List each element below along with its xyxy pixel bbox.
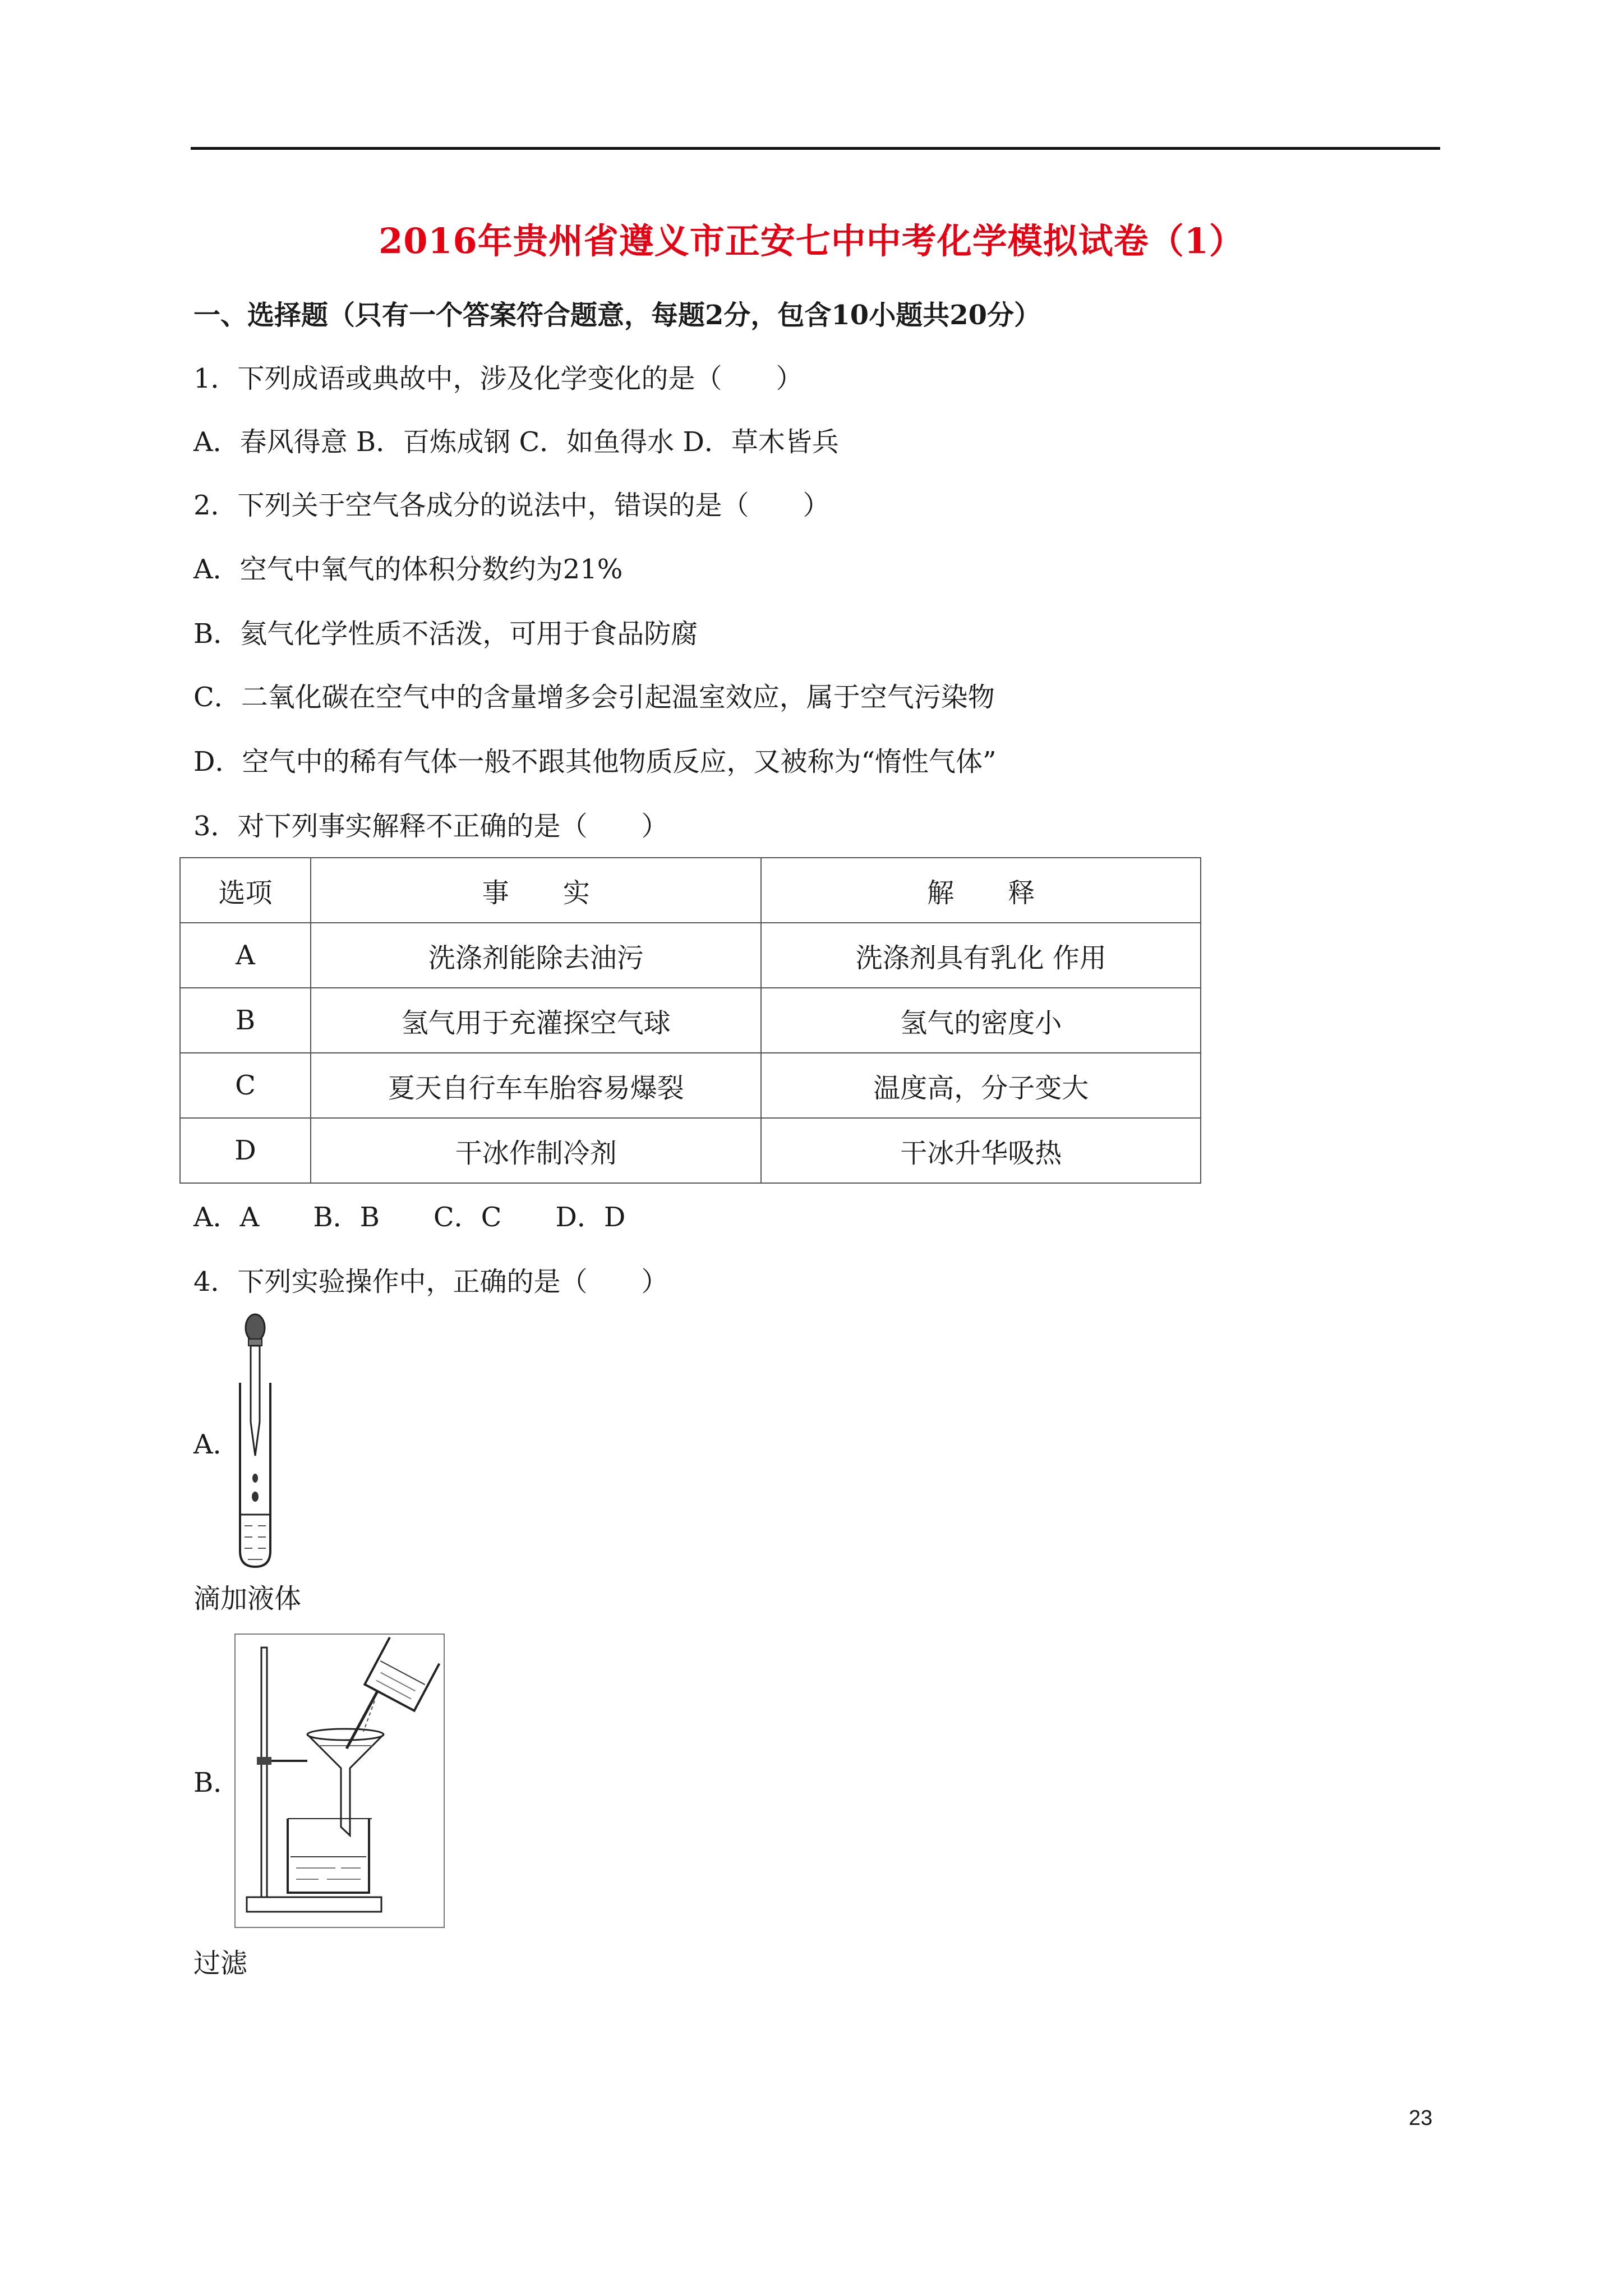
table-header-cell: 选项 — [180, 858, 311, 923]
q2-option-c: C．二氧化碳在空气中的含量增多会引起温室效应，属于空气污染物 — [193, 682, 995, 713]
table-cell: B — [180, 988, 311, 1053]
table-header-row — [180, 858, 1201, 923]
table-cell: C — [180, 1053, 311, 1118]
table-cell: 氢气的密度小 — [761, 988, 1201, 1053]
table-header-cell: 事 实 — [311, 858, 761, 923]
table-cell: 洗涤剂能除去油污 — [311, 923, 761, 988]
table-cell: A — [180, 923, 311, 988]
stand-base — [247, 1897, 381, 1912]
q1-stem: 1．下列成语或典故中，涉及化学变化的是（ ） — [193, 363, 803, 394]
table-row — [180, 1053, 1201, 1118]
q3-table — [179, 857, 1201, 1184]
beaker-liquid-hatching — [296, 1868, 361, 1879]
section-heading: 一、选择题（只有一个答案符合题意，每题2分，包含10小题共20分） — [193, 300, 1041, 331]
liquid-drop — [252, 1492, 259, 1502]
q2-option-a: A．空气中氧气的体积分数约为21% — [193, 554, 623, 585]
dropper-collar — [248, 1339, 262, 1346]
q3-options: A．A B．B C．C D．D — [193, 1202, 626, 1233]
page-number: 23 — [1409, 2106, 1433, 2130]
funnel-rim — [307, 1729, 384, 1740]
q4-option-b-caption: 过滤 — [193, 1948, 248, 1979]
q2-option-d: D．空气中的稀有气体一般不跟其他物质反应，又被称为“惰性气体” — [193, 746, 997, 777]
q3-stem: 3．对下列事实解释不正确的是（ ） — [193, 811, 668, 842]
table-row — [180, 923, 1201, 988]
table-cell: 夏天自行车车胎容易爆裂 — [311, 1053, 761, 1118]
stand-rod — [261, 1648, 267, 1897]
dropper-glass — [251, 1346, 260, 1456]
table-cell: 氢气用于充灌探空气球 — [311, 988, 761, 1053]
dropper-bulb — [246, 1314, 265, 1341]
q2-option-b: B．氦气化学性质不活泼，可用于食品防腐 — [193, 618, 698, 650]
q4-option-a-caption: 滴加液体 — [193, 1583, 302, 1614]
table-row — [180, 1118, 1201, 1183]
table-cell: 洗涤剂具有乳化 作用 — [761, 923, 1201, 988]
table-cell: 干冰作制冷剂 — [311, 1118, 761, 1183]
liquid-hatching — [245, 1526, 266, 1559]
funnel — [307, 1734, 384, 1835]
dropper-test-tube-figure — [230, 1310, 280, 1571]
page-title: 2016年贵州省遵义市正安七中中考化学模拟试卷（1） — [379, 220, 1244, 261]
header-rule — [191, 147, 1440, 150]
table-cell: 温度高，分子变大 — [761, 1053, 1201, 1118]
table-cell: 干冰升华吸热 — [761, 1118, 1201, 1183]
pouring-beaker — [365, 1637, 439, 1711]
q4-stem: 4．下列实验操作中，正确的是（ ） — [193, 1266, 668, 1297]
liquid-drop — [252, 1474, 258, 1483]
q4-option-a-label: A． — [193, 1429, 240, 1460]
q4-option-b-label: B． — [193, 1767, 241, 1798]
q1-options: A．春风得意 B．百炼成钢 C．如鱼得水 D．草木皆兵 — [193, 426, 839, 458]
table-row — [180, 988, 1201, 1053]
table-header-cell: 解 释 — [761, 858, 1201, 923]
table-cell: D — [180, 1118, 311, 1183]
clamp — [257, 1757, 271, 1765]
receiving-beaker — [288, 1819, 369, 1893]
q2-stem: 2．下列关于空气各成分的说法中，错误的是（ ） — [193, 490, 830, 521]
filtration-figure — [234, 1634, 445, 1928]
